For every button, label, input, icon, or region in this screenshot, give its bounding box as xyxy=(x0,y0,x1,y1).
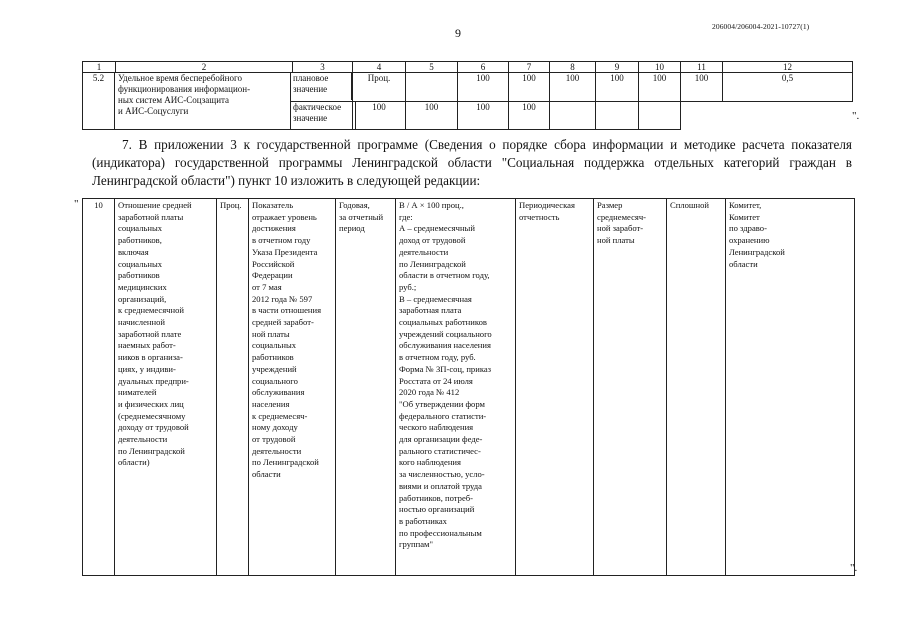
col-number-5: 5 xyxy=(406,62,458,73)
fact-value: 100 xyxy=(406,101,458,130)
fact-value: 100 xyxy=(458,101,509,130)
table-row xyxy=(83,73,853,102)
item-number: 10 xyxy=(83,199,115,576)
col-number-11: 11 xyxy=(681,62,723,73)
plan-value: 100 xyxy=(596,73,639,102)
plan-value: 100 xyxy=(509,73,550,102)
table-row xyxy=(83,199,855,576)
population: Размер среднемесяч- ной заработ- ной платы xyxy=(594,199,667,576)
responsible-body: Комитет, Комитет по здраво- охранению Ленинградской области xyxy=(726,199,855,576)
col-number-2: 2 xyxy=(116,62,293,72)
plan-value xyxy=(406,73,458,102)
col-number-1 xyxy=(83,62,353,73)
column-numbers-row xyxy=(83,62,853,73)
opening-quote: " xyxy=(74,198,79,210)
col-number-9: 9 xyxy=(596,62,639,73)
indicator-name: Отношение средней заработной платы социальных работников, включая социальных работников медицинских организаций, к среднемесячной начисленной заработной плате наемных работ- ников в организа- циях, у индиви- дуальных предпри- нимателей и физических лиц (среднемесячному доходу от трудовой деятельности по Ленинградской области) xyxy=(115,199,217,576)
col-number-7: 7 xyxy=(509,62,550,73)
collection-method: Сплошной xyxy=(667,199,726,576)
fact-value xyxy=(596,101,639,130)
row-number: 5.2 xyxy=(83,73,115,130)
indicator-values-table xyxy=(82,61,853,130)
col-number-1: 1 xyxy=(83,62,116,72)
plan-value: 100 xyxy=(639,73,681,102)
document-code: 206004/206004-2021-10727(1) xyxy=(712,22,810,31)
col-number-12: 12 xyxy=(723,62,853,73)
col-number-6: 6 xyxy=(458,62,509,73)
fact-value xyxy=(550,101,596,130)
plan-value: 100 xyxy=(550,73,596,102)
plan-value: 100 xyxy=(681,73,723,102)
indicator-name: Удельное время бесперебойного функционирования информацион- ных систем АИС-Соцзащита и АИС-Соцуслуги xyxy=(118,73,251,116)
page-number: 9 xyxy=(455,26,461,40)
plan-value: 100 xyxy=(458,73,509,102)
data-source: Периодическая отчетность xyxy=(516,199,594,576)
closing-quote: ". xyxy=(852,110,860,122)
periodicity: Годовая, за отчетный период xyxy=(336,199,396,576)
indicator-name-cell xyxy=(115,73,291,130)
plan-unit-cell xyxy=(291,73,353,102)
methodology-table xyxy=(82,198,858,576)
fact-value xyxy=(639,101,681,130)
fact-value: 100 xyxy=(509,101,550,130)
target-value: 0,5 xyxy=(723,73,853,102)
fact-label: фактическое значение xyxy=(291,102,356,129)
fact-value: 100 xyxy=(353,101,406,130)
plan-value: Проц. xyxy=(353,73,406,102)
col-number-3: 3 xyxy=(320,62,325,72)
amendment-paragraph: 7. В приложении 3 к государственной программе (Сведения о порядке сбора информации и методике расчета показателя (индикатора) государственной программы Ленинградской области "Социальная поддержка отдельных категорий граждан в Ленинградской области") пункт 10 изложить в следующей редакции: xyxy=(92,137,852,188)
plan-label: плановое значение xyxy=(291,73,352,100)
col-number-10: 10 xyxy=(639,62,681,73)
definition: Показатель отражает уровень достижения в отчетном году Указа Президента Российской Федерации от 7 мая 2012 года № 597 в части отношения средней заработ- ной платы социальных работников учреждений социального обслуживания населения к среднемесяч- ному доходу от трудовой деятельности по Ленинградской области xyxy=(249,199,336,576)
fact-label-cell xyxy=(291,101,353,130)
closing-quote: ". xyxy=(850,562,858,574)
empty-cell xyxy=(681,101,723,130)
col-number-8: 8 xyxy=(550,62,596,73)
col-number-4: 4 xyxy=(353,62,406,73)
unit: Проц. xyxy=(217,199,249,576)
formula: В / А × 100 проц., где: А – среднемесячный доход от трудовой деятельности по Ленинградской области в отчетном году, руб.; В – среднемесячная заработная плата социальных работников учреждений социального обслуживания населения в отчетном году, руб. Форма № ЗП-соц, приказ Росстата от 24 июля 2020 года № 412 "Об утверждении форм федерального статисти- ческого наблюдения для организации феде- рального статистичес- кого наблюдения за численностью, усло- виями и оплатой труда работников, потреб- ностью организаций в работниках по профессиональным группам" xyxy=(396,199,516,576)
